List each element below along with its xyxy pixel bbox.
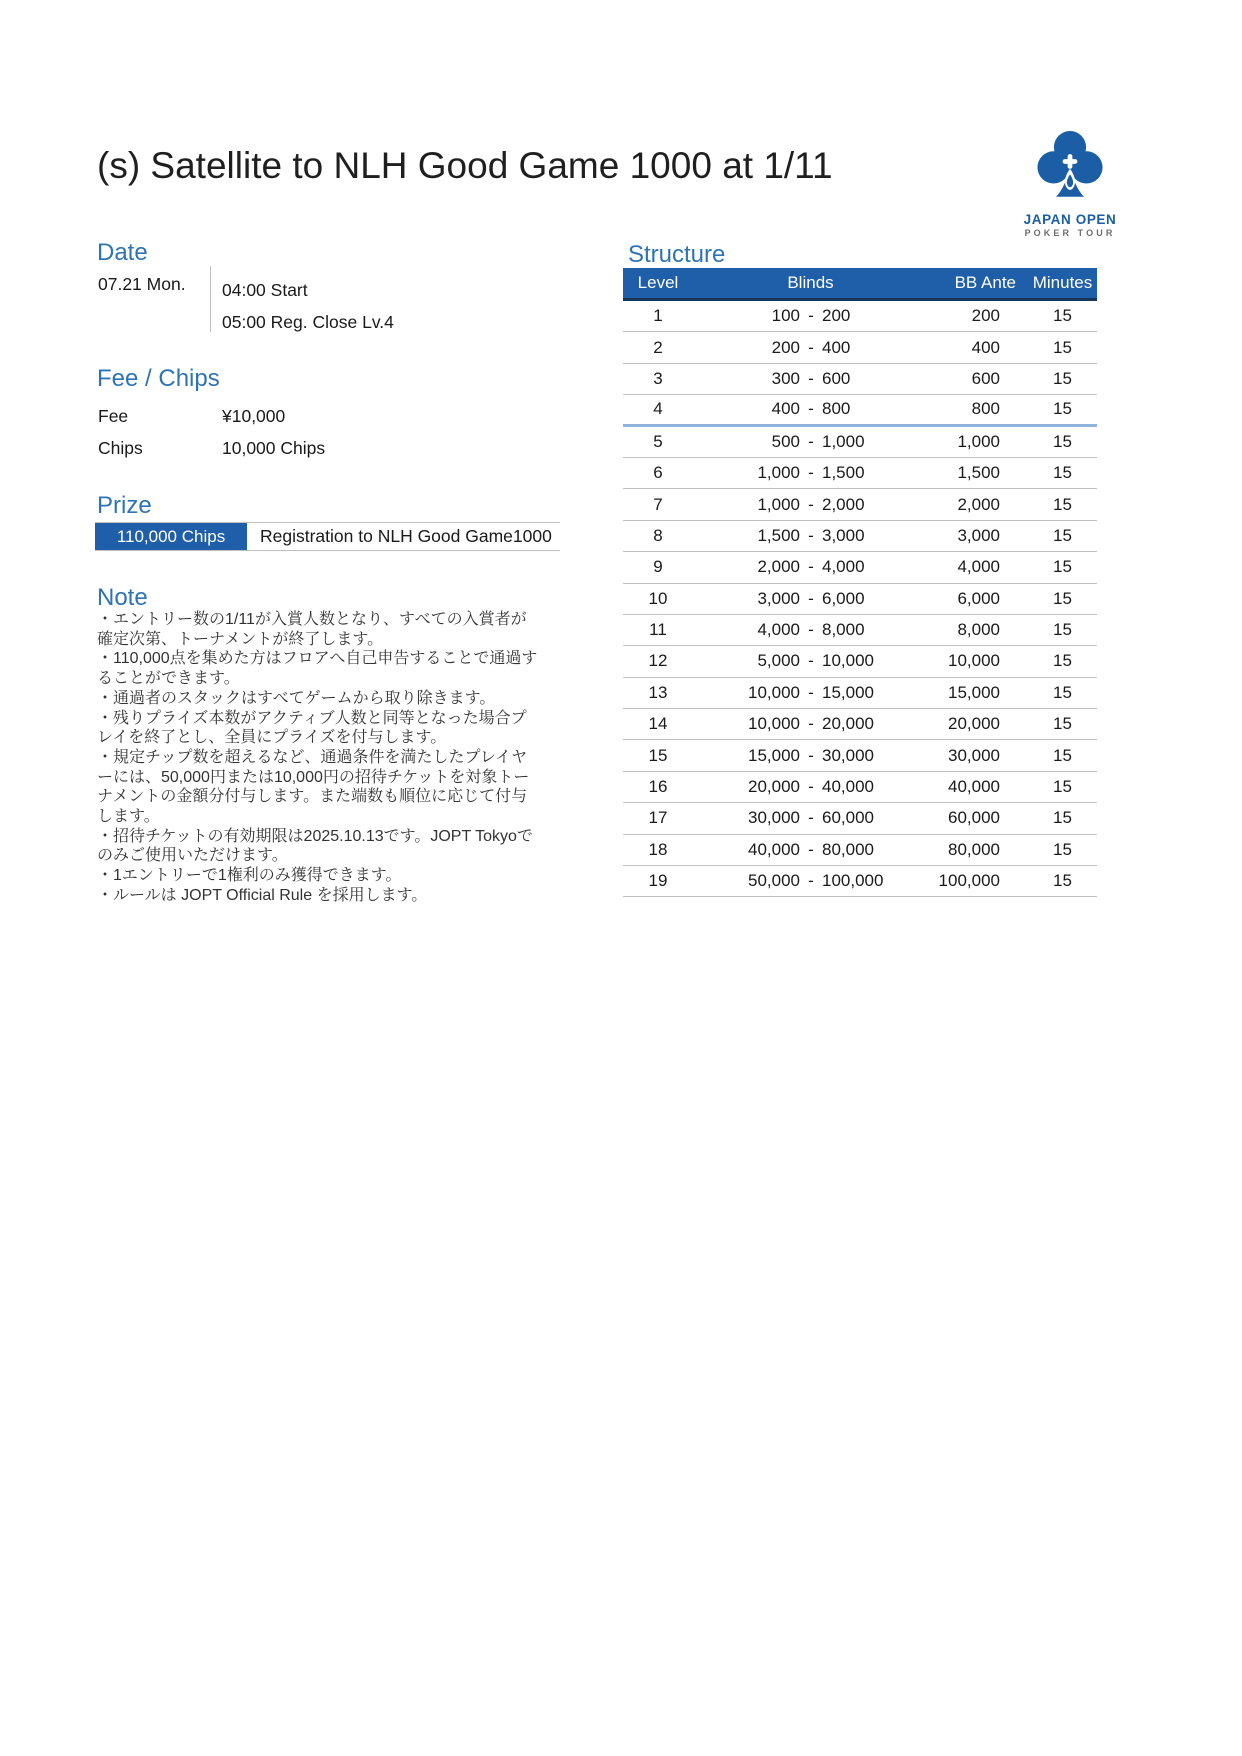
structure-blinds-dash: - (808, 431, 814, 451)
structure-small-blind: 20,000 (748, 777, 800, 797)
structure-minutes: 15 (1053, 745, 1072, 765)
structure-row (623, 584, 1097, 615)
structure-row (623, 740, 1097, 771)
note-item: ・エントリー数の1/11が入賞人数となり、すべての入賞者が確定次第、トーナメントが終了します。 (97, 611, 527, 648)
structure-big-blind: 8,000 (822, 620, 865, 640)
structure-row (623, 427, 1097, 458)
note-text (97, 610, 540, 906)
club-icon (1035, 126, 1105, 206)
column-header-bb-ante: BB Ante (954, 273, 1016, 292)
structure-blinds-dash: - (808, 777, 814, 797)
structure-blinds (693, 683, 928, 703)
structure-blinds-dash: - (808, 714, 814, 734)
note-item: ・110,000点を集めた方はフロアへ自己申告することで通過することができます。 (97, 650, 538, 688)
structure-bb-ante: 1,000 (957, 431, 1000, 451)
structure-bb-ante: 2,000 (957, 494, 1000, 514)
note-item: ・1エントリーで1権利のみ獲得できます。 (97, 867, 402, 885)
structure-level: 17 (648, 808, 668, 828)
structure-small-blind: 1,000 (757, 463, 800, 483)
structure-big-blind: 1,500 (822, 463, 865, 483)
structure-bb-ante: 60,000 (948, 808, 1000, 828)
structure-small-blind: 3,000 (757, 588, 800, 608)
structure-bb-ante: 10,000 (948, 651, 1000, 671)
structure-blinds-dash: - (808, 525, 814, 545)
structure-level: 8 (653, 525, 663, 545)
structure-small-blind: 5,000 (757, 651, 800, 671)
structure-blinds (693, 432, 928, 452)
structure-minutes: 15 (1053, 871, 1072, 891)
structure-bb-ante: 800 (971, 399, 1000, 419)
structure-blinds (693, 651, 928, 671)
prize-heading: Prize (97, 492, 152, 519)
structure-big-blind: 2,000 (822, 494, 865, 514)
structure-blinds-dash: - (808, 463, 814, 483)
structure-big-blind: 3,000 (822, 525, 865, 545)
structure-bb-ante: 6,000 (957, 588, 1000, 608)
date-day: 07.21 Mon. (98, 274, 186, 294)
structure-level: 19 (648, 871, 668, 891)
structure-row (623, 678, 1097, 709)
structure-minutes: 15 (1053, 588, 1072, 608)
structure-big-blind: 200 (822, 306, 851, 326)
structure-blinds (693, 463, 928, 483)
structure-rows (623, 301, 1097, 897)
jopt-logo (1010, 126, 1130, 238)
date-time-line: 05:00 Reg. Close Lv.4 (222, 312, 394, 332)
date-times (222, 274, 394, 338)
structure-row (623, 552, 1097, 583)
structure-minutes: 15 (1053, 808, 1072, 828)
structure-level: 14 (648, 714, 668, 734)
structure-bb-ante: 200 (971, 306, 1000, 326)
structure-bb-ante: 1,500 (957, 463, 1000, 483)
structure-small-blind: 50,000 (748, 871, 800, 891)
structure-big-blind: 60,000 (822, 808, 874, 828)
structure-small-blind: 1,500 (757, 525, 800, 545)
note-item: ・残りプライズ本数がアクティブ人数と同等となった場合プレイを終了とし、全員にプライズを付与します。 (97, 709, 527, 747)
structure-level: 6 (653, 463, 663, 483)
structure-big-blind: 20,000 (822, 714, 874, 734)
fee-chips-value: ¥10,000 (222, 405, 286, 426)
structure-bb-ante: 15,000 (948, 682, 1000, 702)
structure-big-blind: 30,000 (822, 745, 874, 765)
structure-blinds (693, 589, 928, 609)
structure-blinds (693, 557, 928, 577)
fee-chips-rows (98, 400, 325, 464)
structure-minutes: 15 (1053, 839, 1072, 859)
structure-big-blind: 1,000 (822, 431, 865, 451)
structure-bb-ante: 30,000 (948, 745, 1000, 765)
structure-minutes: 15 (1053, 431, 1072, 451)
date-divider (210, 266, 211, 332)
note-item: ・通過者のスタックはすべてゲームから取り除きます。 (97, 689, 496, 707)
structure-blinds-dash: - (808, 620, 814, 640)
structure-level: 11 (649, 620, 667, 640)
structure-blinds (693, 871, 928, 891)
structure-big-blind: 400 (822, 337, 851, 357)
structure-small-blind: 30,000 (748, 808, 800, 828)
structure-blinds-dash: - (808, 399, 814, 419)
structure-level: 7 (653, 494, 663, 514)
structure-row (623, 395, 1097, 426)
structure-level: 5 (653, 431, 663, 451)
structure-minutes: 15 (1053, 525, 1072, 545)
structure-level: 9 (653, 557, 663, 577)
structure-row (623, 332, 1097, 363)
structure-big-blind: 15,000 (822, 682, 874, 702)
structure-bb-ante: 40,000 (948, 777, 1000, 797)
structure-small-blind: 10,000 (748, 714, 800, 734)
structure-blinds (693, 306, 928, 326)
structure-bb-ante: 4,000 (957, 557, 1000, 577)
structure-heading: Structure (628, 241, 726, 268)
structure-big-blind: 80,000 (822, 839, 874, 859)
structure-bb-ante: 100,000 (938, 871, 1000, 891)
structure-table (623, 268, 1097, 897)
structure-row (623, 615, 1097, 646)
structure-blinds (693, 620, 928, 640)
structure-bb-ante: 400 (971, 337, 1000, 357)
structure-blinds (693, 746, 928, 766)
fee-chips-row (98, 432, 325, 464)
structure-row (623, 772, 1097, 803)
date-time-line: 04:00 Start (222, 280, 308, 300)
page-title: (s) Satellite to NLH Good Game 1000 at 1/11 (97, 145, 833, 186)
structure-row (623, 489, 1097, 520)
column-header-blinds: Blinds (787, 273, 834, 292)
fee-chips-heading: Fee / Chips (97, 365, 220, 392)
structure-blinds (693, 808, 928, 828)
structure-minutes: 15 (1053, 494, 1072, 514)
column-header-minutes: Minutes (1032, 273, 1093, 292)
logo-text-poker-tour: POKER TOUR (1024, 228, 1116, 238)
date-heading: Date (97, 239, 148, 266)
structure-row (623, 866, 1097, 897)
structure-minutes: 15 (1053, 777, 1072, 797)
structure-level: 4 (653, 399, 663, 419)
structure-minutes: 15 (1053, 399, 1072, 419)
structure-minutes: 15 (1053, 306, 1072, 326)
structure-blinds-dash: - (808, 808, 814, 828)
structure-blinds-dash: - (808, 871, 814, 891)
structure-row (623, 521, 1097, 552)
structure-blinds (693, 840, 928, 860)
structure-minutes: 15 (1053, 463, 1072, 483)
structure-big-blind: 6,000 (822, 588, 865, 608)
structure-blinds (693, 369, 928, 389)
structure-row (623, 458, 1097, 489)
structure-big-blind: 4,000 (822, 557, 865, 577)
structure-small-blind: 300 (771, 368, 800, 388)
structure-level: 18 (648, 839, 668, 859)
structure-blinds (693, 526, 928, 546)
note-item: ・規定チップ数を超えるなど、通過条件を満たしたプレイヤーには、50,000円または10,000円の招待チケットを対象トーナメントの金額分付与します。また端数も順位に応じて付与します。 (97, 748, 530, 826)
structure-small-blind: 500 (771, 431, 800, 451)
structure-minutes: 15 (1053, 368, 1072, 388)
structure-level: 12 (648, 651, 668, 671)
structure-row (623, 301, 1097, 332)
structure-bb-ante: 8,000 (957, 620, 1000, 640)
fee-chips-row (98, 400, 325, 432)
structure-blinds-dash: - (808, 368, 814, 388)
fee-chips-label: Chips (98, 437, 143, 458)
structure-small-blind: 200 (771, 337, 800, 357)
fee-chips-label: Fee (98, 405, 129, 426)
structure-minutes: 15 (1053, 682, 1072, 702)
structure-level: 10 (648, 588, 668, 608)
structure-blinds (693, 338, 928, 358)
structure-bb-ante: 20,000 (948, 714, 1000, 734)
fee-chips-value: 10,000 Chips (222, 437, 326, 458)
structure-big-blind: 800 (822, 399, 851, 419)
structure-big-blind: 40,000 (822, 777, 874, 797)
structure-small-blind: 40,000 (748, 839, 800, 859)
structure-small-blind: 15,000 (748, 745, 800, 765)
note-item: ・ルールは JOPT Official Rule を採用します。 (97, 886, 428, 904)
structure-level: 3 (653, 368, 663, 388)
structure-blinds-dash: - (808, 494, 814, 514)
logo-text-japan-open: JAPAN OPEN (1023, 212, 1117, 227)
structure-blinds-dash: - (808, 839, 814, 859)
structure-bb-ante: 600 (971, 368, 1000, 388)
prize-rows (95, 522, 560, 551)
structure-big-blind: 10,000 (822, 651, 874, 671)
structure-big-blind: 600 (822, 368, 851, 388)
prize-row (95, 522, 560, 551)
structure-small-blind: 2,000 (757, 557, 800, 577)
structure-small-blind: 10,000 (748, 682, 800, 702)
structure-blinds (693, 495, 928, 515)
structure-minutes: 15 (1053, 620, 1072, 640)
structure-blinds (693, 714, 928, 734)
structure-blinds-dash: - (808, 745, 814, 765)
column-header-level: Level (637, 273, 679, 292)
structure-level: 2 (653, 337, 663, 357)
structure-level: 13 (648, 682, 668, 702)
structure-minutes: 15 (1053, 557, 1072, 577)
structure-minutes: 15 (1053, 651, 1072, 671)
structure-row (623, 803, 1097, 834)
structure-blinds (693, 399, 928, 419)
structure-small-blind: 100 (771, 306, 800, 326)
structure-blinds-dash: - (808, 557, 814, 577)
structure-big-blind: 100,000 (822, 871, 884, 891)
structure-blinds-dash: - (808, 337, 814, 357)
structure-row (623, 364, 1097, 395)
prize-description: Registration to NLH Good Game1000 (260, 526, 552, 546)
structure-row (623, 709, 1097, 740)
structure-blinds-dash: - (808, 651, 814, 671)
structure-blinds-dash: - (808, 306, 814, 326)
structure-level: 1 (653, 306, 663, 326)
structure-small-blind: 4,000 (757, 620, 800, 640)
structure-bb-ante: 3,000 (957, 525, 1000, 545)
structure-header-row (623, 268, 1097, 301)
structure-level: 16 (648, 777, 668, 797)
structure-blinds-dash: - (808, 588, 814, 608)
note-item: ・招待チケットの有効期限は2025.10.13です。JOPT Tokyoでのみご使用いただけます。 (97, 827, 533, 865)
structure-bb-ante: 80,000 (948, 839, 1000, 859)
structure-blinds-dash: - (808, 682, 814, 702)
structure-small-blind: 1,000 (757, 494, 800, 514)
structure-minutes: 15 (1053, 337, 1072, 357)
prize-amount-cell: 110,000 Chips (95, 523, 247, 550)
structure-minutes: 15 (1053, 714, 1072, 734)
structure-small-blind: 400 (771, 399, 800, 419)
structure-blinds (693, 777, 928, 797)
note-heading: Note (97, 584, 148, 611)
structure-level: 15 (648, 745, 668, 765)
structure-row (623, 835, 1097, 866)
structure-row (623, 646, 1097, 677)
